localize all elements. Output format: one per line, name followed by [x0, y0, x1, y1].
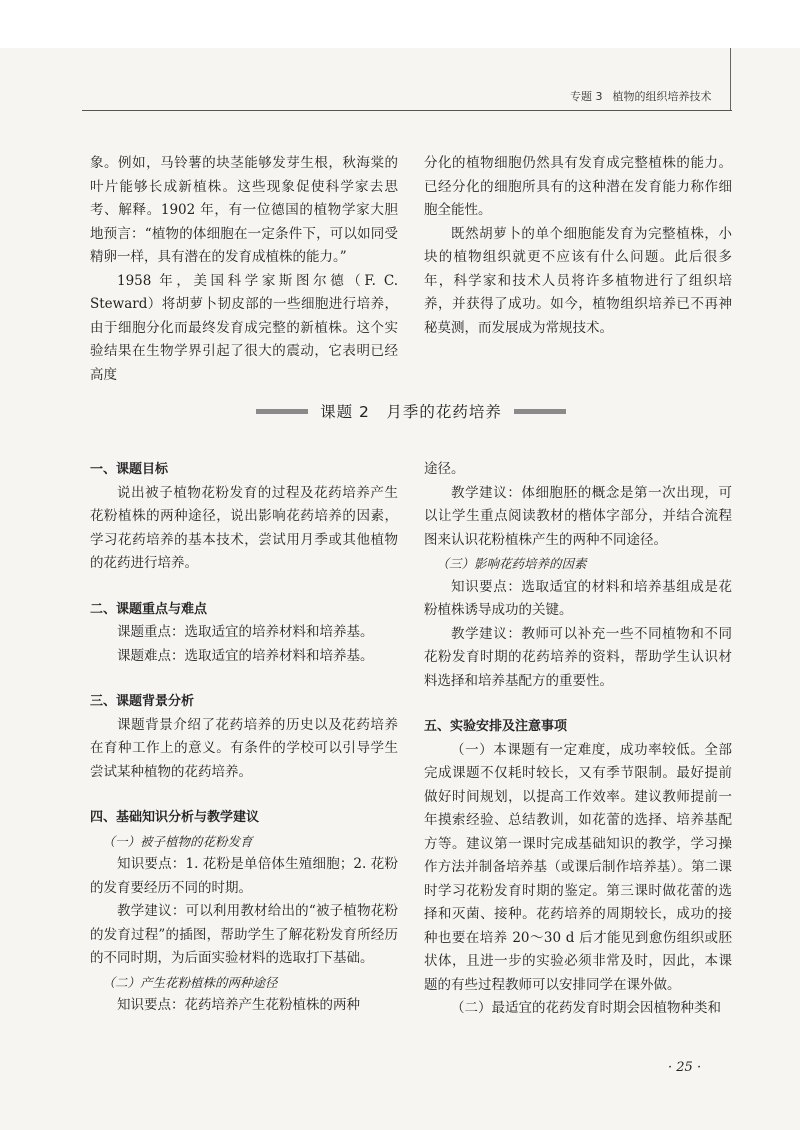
paragraph: 课题重点：选取适宜的培养材料和培养基。	[117, 624, 374, 640]
bottom-left-column	[90, 458, 398, 1018]
lesson-title-banner	[252, 398, 570, 424]
paragraph: 说出被子植物花粉发育的过程及花药培养产生花粉植株的两种途径，说出影响花药培养的因素，学习花药培养的基本技术，尝试用月季或其他植物的花药进行培养。	[90, 484, 398, 571]
banner-bar-right	[514, 409, 566, 414]
paragraph: 既然胡萝卜的单个细胞能发育为完整植株，小块的植物组织就更不应该有什么问题。此后很多年，科学家和技术人员将许多植物进行了组织培养，并获得了成功。如今，植物组织培养已不再神秘莫测，而发展成为常规技术。	[424, 225, 732, 336]
paragraph: 途径。	[424, 461, 465, 477]
section-heading: 一、课题目标	[90, 462, 169, 477]
paragraph: （一）本课题有一定难度，成功率较低。全部完成课题不仅耗时较长，又有季节限制。最好提前做好时间规划，以提高工作效率。建议教师提前一年摸索经验、总结教训，如花蕾的选择、培养基配方等。建议第一课时完成基础知识的教学，学习操作方法并制备培养基（或课后制作培养基）。第二课时学习花粉发育时期的鉴定。第三课时做花蕾的选择和灭菌、接种。花药培养的周期较长，成功的接种也要在培养 20～30 d 后才能见到愈伤组织或胚状体，且进一步的实验必须非常及时，因此，本课题的有些过程教师可以安排同学在课外做。	[424, 741, 732, 993]
paragraph: 象。例如，马铃薯的块茎能够发芽生根，秋海棠的叶片能够长成新植株。这些现象促使科学家去思考、解释。1902 年，有一位德国的植物学家大胆地预言：“植物的体细胞在一定条件下，可以如同受精卵一样，具有潜在的发育成植株的能力。”	[90, 155, 398, 265]
paragraph: 课题背景介绍了花药培养的历史以及花药培养在育种工作上的意义。有条件的学校可以引导学生尝试某种植物的花药培养。	[90, 716, 398, 780]
section-heading: 二、课题重点与难点	[90, 601, 208, 617]
paragraph: 知识要点：花药培养产生花粉植株的两种	[117, 997, 360, 1013]
section-heading: 三、课题背景分析	[90, 694, 195, 709]
subsection-heading: （一）被子植物的花粉发育	[102, 833, 253, 849]
topic-number: 专题 3	[570, 90, 603, 103]
paragraph: 1958 年，美国科学家斯图尔德（F. C. Steward）将胡萝卜韧皮部的一些细胞进行培养，由于细胞分化而最终发育成完整的新植株。这个实验结果在生物学界引起了很大的震动，它表明已经高度	[90, 272, 398, 383]
header-rule	[82, 110, 732, 111]
page-top-margin	[0, 0, 800, 48]
banner-bar-left	[256, 409, 308, 414]
top-right-column	[424, 152, 732, 340]
lesson-title: 课题 2 月季的花药培养	[320, 403, 502, 421]
paragraph: 知识要点：1. 花粉是单倍体生殖细胞；2. 花粉的发育要经历不同的时期。	[90, 856, 398, 896]
section-heading: 四、基础知识分析与教学建议	[90, 810, 260, 825]
paragraph: （二）最适宜的花药发育时期会因植物种类和	[451, 1000, 721, 1016]
top-left-column	[90, 152, 398, 387]
paragraph: 课题难点：选取适宜的培养材料和培养基。	[117, 647, 374, 664]
paragraph: 教学建议：体细胞胚的概念是第一次出现，可以让学生重点阅读教材的楷体字部分，并结合流程图来认识花粉植株产生的两种不同途径。	[424, 484, 732, 548]
bottom-right-column	[424, 458, 732, 1021]
subsection-heading: （二）产生花粉植株的两种途径	[102, 974, 278, 990]
section-heading: 五、实验安排及注意事项	[424, 719, 568, 734]
subsection-heading: （三）影响花药培养的因素	[436, 556, 587, 571]
paragraph: 知识要点：选取适宜的材料和培养基组成是花粉植株诱导成功的关键。	[424, 578, 732, 618]
paragraph: 教学建议：可以利用教材给出的“被子植物花粉的发育过程”的插图，帮助学生了解花粉发育所经历的不同时期，为后面实验材料的选取打下基础。	[90, 903, 398, 966]
page-number: · 25 ·	[668, 1060, 702, 1075]
running-header	[570, 88, 740, 104]
paragraph: 分化的植物细胞仍然具有发育成完整植株的能力。已经分化的细胞所具有的这种潜在发育能力称作细胞全能性。	[424, 155, 732, 218]
topic-title: 植物的组织培养技术	[612, 90, 712, 103]
paragraph: 教学建议：教师可以补充一些不同植物和不同花粉发育时期的花药培养的资料，帮助学生认识材料选择和培养基配方的重要性。	[424, 625, 732, 689]
